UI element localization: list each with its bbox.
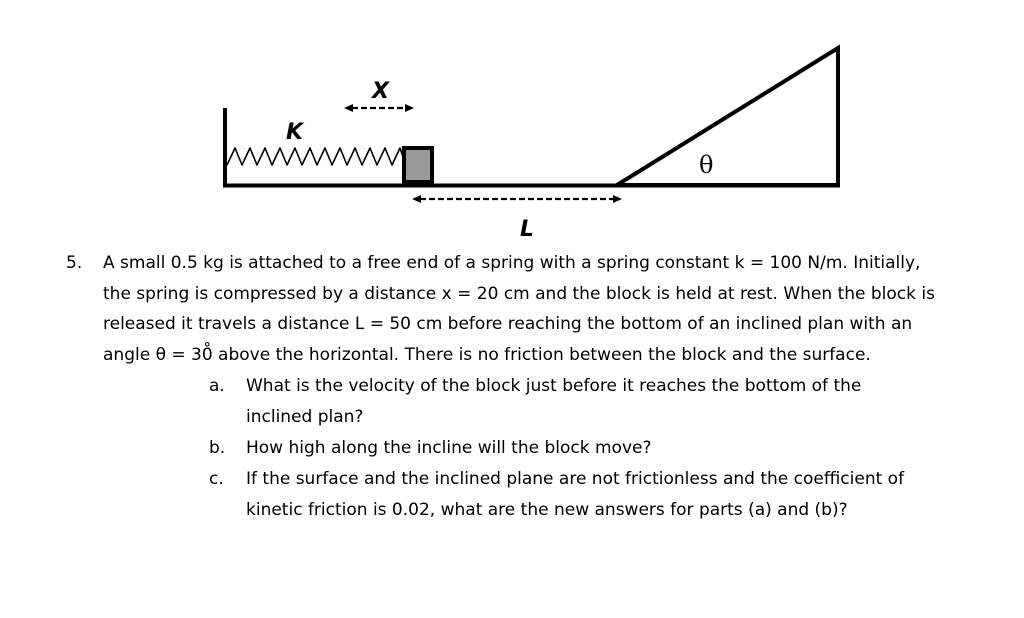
- inclined-plane: [617, 48, 838, 185]
- part-line: How high along the incline will the block move?: [246, 438, 652, 458]
- part-line: inclined plan?: [246, 406, 364, 427]
- question-stem: [103, 248, 983, 371]
- part-c-text: [246, 464, 966, 525]
- stem-line: the spring is compressed by a distance x = 20 cm and the block is held at rest. When the block is: [103, 283, 935, 304]
- part-a-text: [246, 371, 966, 432]
- part-line: kinetic friction is 0.02, what are the new answers for parts (a) and (b)?: [246, 499, 848, 520]
- part-c-letter: c.: [209, 469, 224, 489]
- stem-line: A small 0.5 kg is attached to a free end of a spring with a spring constant k = 100 N/m. Initially,: [103, 253, 921, 273]
- spring-constant-label: K: [286, 120, 304, 145]
- part-b-text: [246, 433, 966, 464]
- distance-label: L: [520, 217, 535, 240]
- question-number: 5.: [66, 253, 83, 273]
- part-a-letter: a.: [209, 376, 225, 396]
- physics-diagram: [0, 0, 1024, 240]
- stem-line: released it travels a distance L = 50 cm before reaching the bottom of an inclined plan with an: [103, 314, 913, 335]
- compression-arrow: [344, 104, 414, 112]
- block: [404, 148, 432, 182]
- stem-line: angle θ = 30̊ above the horizontal. There is no friction between the block and the surface.: [103, 345, 871, 366]
- compression-label: X: [372, 79, 389, 104]
- part-line: If the surface and the inclined plane are not frictionless and the coefficient of: [246, 469, 905, 489]
- part-line: What is the velocity of the block just before it reaches the bottom of the: [246, 376, 862, 396]
- angle-label: θ: [699, 151, 714, 179]
- distance-arrow: [412, 195, 622, 203]
- part-b-letter: b.: [209, 438, 226, 458]
- spring: [227, 148, 404, 165]
